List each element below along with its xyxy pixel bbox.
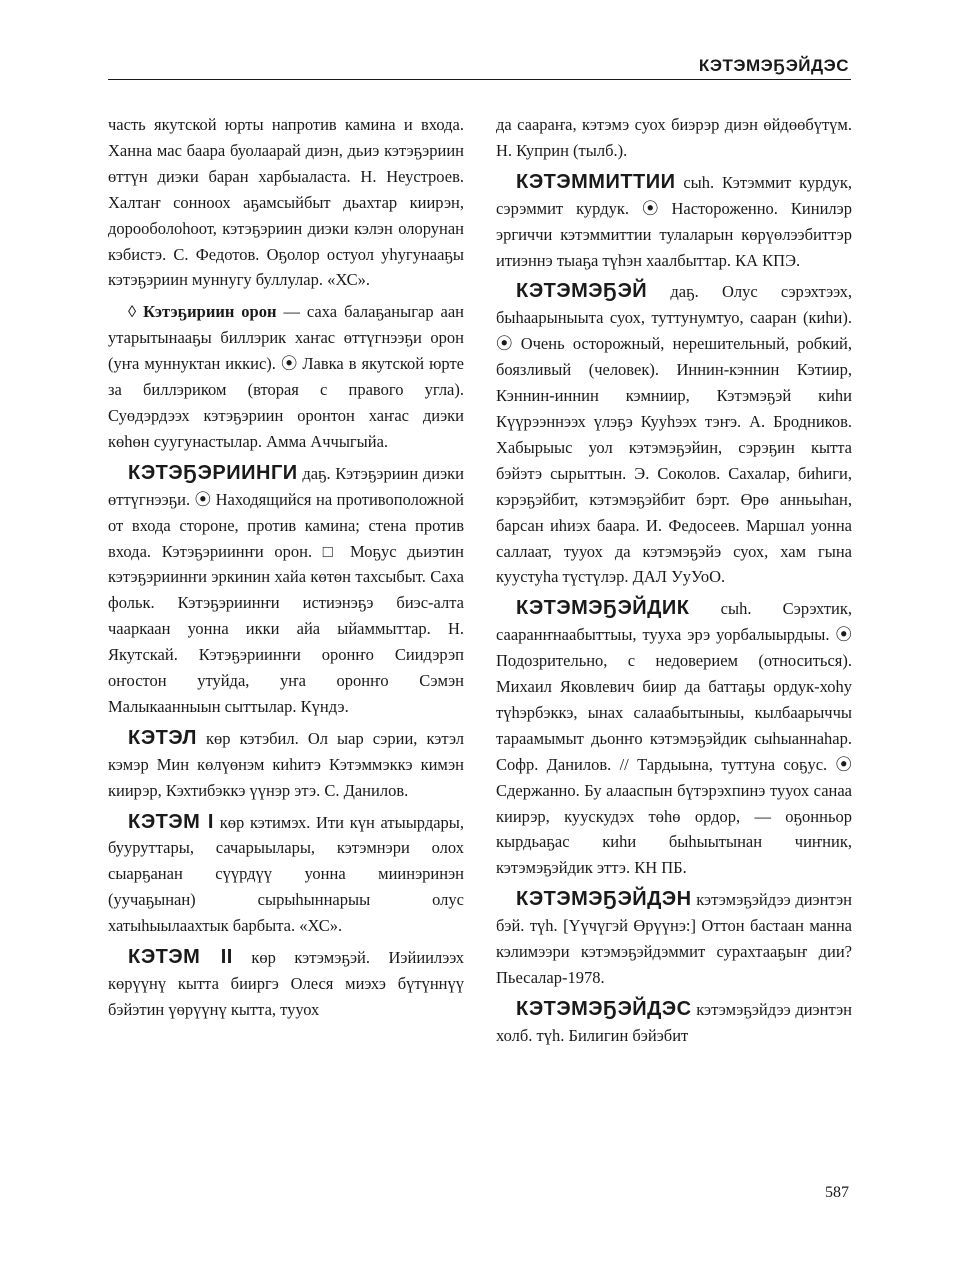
entry-headword: КЭТЭМ II: [128, 946, 233, 969]
left-column: [108, 112, 464, 1023]
entry-headword: КЭТЭМЭҔЭЙДЭН: [516, 888, 692, 911]
entry-text: даҕ. Кэтэҕэриин диэки өттүгнээҕи. ⦿ Находящийся на противоположной от входа стороне, против камина; стена против входа. Кэтэҕэриинҥи орон. □ Моҕус дьиэтин кэтэҕэриинҥи эркинин хайа көтөн тахсыбыт. Саха фольк. Кэтэҕэриинҥи истиэнэҕэ биэс-алта чааркаан уонна икки айа ыйаммыттар. Н. Якутскай. Кэтэҕэриинҥи оронҥо Сиидэрэп оҥостон утуйда, уҥа оронҥо Сэмэн Малыкаанныын сыттылар. Күндэ.: [108, 463, 464, 716]
dictionary-entry: [496, 279, 852, 590]
entry-text: сыһ. Сэрэхтик, сааранҥнаабыттыы, тууха эрэ уорбалыырдыы. ⦿ Подозрительно, с недоверием (относиться). Михаил Яковлевич биир да баттаҕы ордук-хоһу түһэрбэккэ, ынах салаабытыныы, кылбаарыччы тараамымыт дьонҥо кэтэмэҕэйдик сыһыаннаһар. Софр. Данилов. // Тардыына, туттуна соҕус. ⦿ Сдержанно. Бу алааспын бүтэрэхпинэ тууох санаа киирэр, куускудэх төһө ордор, — оҕонньор кырдьаҕас киһи быһыытынан чиҥник, кэтэмэҕэйдик эттэ. КН ПБ.: [496, 599, 852, 878]
entry-text: сыһ. Кэтэммит курдук, сэрэммит курдук. ⦿ Настороженно. Кинилэр эргиччи кэтэммиттии тулаларын көрүөлээбиттэр итиэннэ тыаҕа түһэн хаалбыттар. КА КПЭ.: [496, 172, 852, 270]
dictionary-entry: [496, 170, 852, 274]
entry-text: көр кэтэмэҕэй. Иэйиилээх көрүүнү кытта бииргэ Олеся миэхэ бүтүннүү бэйэтин үөрүүнү кытта, тууох: [108, 948, 464, 1019]
entry-headword: КЭТЭМЭҔЭЙ: [516, 280, 648, 303]
entry-headword: КЭТЭЛ: [128, 726, 197, 749]
entry-headword: КЭТЭМЭҔЭЙДИК: [516, 597, 690, 620]
entry-text: көр кэтимэх. Ити күн атыырдары, бууруттары, сачарыылары, кэтэмнэри олох сыарҕанан сүүрдүү уонна миинэринэн (уучаҕынан) сырыһыннарыы олус хатыһыылаахтык барбыта. «ХС».: [108, 812, 465, 936]
entry-headword: КЭТЭМЭҔЭЙДЭС: [516, 997, 692, 1020]
idiom-headword: Кэтэҕириин орон: [143, 302, 277, 322]
entry-text: даҕ. Олус сэрэхтээх, быһаарыныыта суох, туттунумтуо, сааран (киһи). ⦿ Очень осторожный, нерешительный, робкий, боязливый (человек). Иннин-кэннин Кэтиир, Кэннин-иннин кэмниир, Кэтэмэҕэй киһи Күүрээннээх үлэҕэ Кууһээх тэҥэ. А. Бродников. Хабырыыс уол кэтэмэҕэйин, сэрэҕин кытта бэйэтэ сырыттын. Э. Соколов. Сахалар, биһиги, кэрэҕэйбит, кэтэмэҕэйбит бэрт. Өрө анньыһан, барсан иһиэх баара. И. Федосеев. Маршал уонна саллаат, тууох да кэтэмэҕэйэ суох, хам гына куустуһа түстүлэр. ДАЛ УуУоО.: [496, 282, 852, 587]
entry-text: кэтэмэҕэйдээ диэнтэн бэй. түһ. [Үүчүгэй Өрүүнэ:] Оттон бастаан манна кэлимээри кэтэмэҕэйдэммит сурахтааҕыҥ дии? Пьесалар-1978.: [496, 890, 852, 987]
entry-headword: КЭТЭМ I: [128, 810, 214, 833]
idiom-entry: [108, 299, 464, 454]
entry-continuation: да саараҥа, кэтэмэ суох биэрэр диэн өйдөөбүтүм. Н. Куприн (тылб.).: [496, 115, 852, 160]
entry-text: кэтэмэҕэйдээ диэнтэн холб. түһ. Билигин бэйэбит: [496, 999, 852, 1045]
page-number: 587: [825, 1184, 849, 1201]
running-title: КЭТЭМЭҔЭЙДЭС: [698, 56, 849, 75]
dictionary-entry: [496, 596, 852, 881]
entry-text: көр кэтэбил. Ол ыар сэрии, кэтэл кэмэр Мин көлүөнэм киһитэ Кэтэммэккэ кимэн киирэр, Кэхтибэккэ үүнэр этэ. С. Данилов.: [108, 728, 465, 800]
dictionary-entry: [108, 810, 464, 940]
diamond-icon: ◊: [128, 302, 137, 322]
dictionary-entry: [108, 726, 464, 804]
dictionary-entry: [496, 997, 852, 1049]
right-column: [496, 112, 852, 1049]
dictionary-entry: [496, 887, 852, 991]
idiom-text: — саха балаҕаныгар аан утарытынааҕы биллэрик хаҥас өттүгнээҕи орон (уҥа муннуктан иккис). ⦿ Лавка в якутской юрте за биллэриком (вторая с правого угла). Суөдэрдээх кэтэҕэриин оронтон хаҥас диэки көһөн суугунастылар. Амма Аччыгыйа.: [108, 302, 464, 451]
header-rule: [108, 79, 851, 80]
dictionary-entry: [108, 461, 464, 720]
entry-continuation: часть якутской юрты напротив камина и входа. Ханна мас баара буолаарай диэн, дьиэ кэтэҕэриин өттүн диэки баран харбыаласта. Н. Неустроев. Халтаҥ сонноох аҕамсыйбыт дьахтар киирэн, дорооболоһоот, кэтэҕэриин диэки кэлэн олорунан кэбистэ. С. Федотов. Оҕолор остуол уһугунааҕы кэтэҕэриин муннугу буллулар. «ХС».: [108, 115, 464, 290]
entry-headword: КЭТЭҔЭРИИНГИ: [128, 461, 298, 484]
entry-headword: КЭТЭММИТТИИ: [516, 170, 676, 193]
dictionary-entry: [108, 945, 464, 1023]
